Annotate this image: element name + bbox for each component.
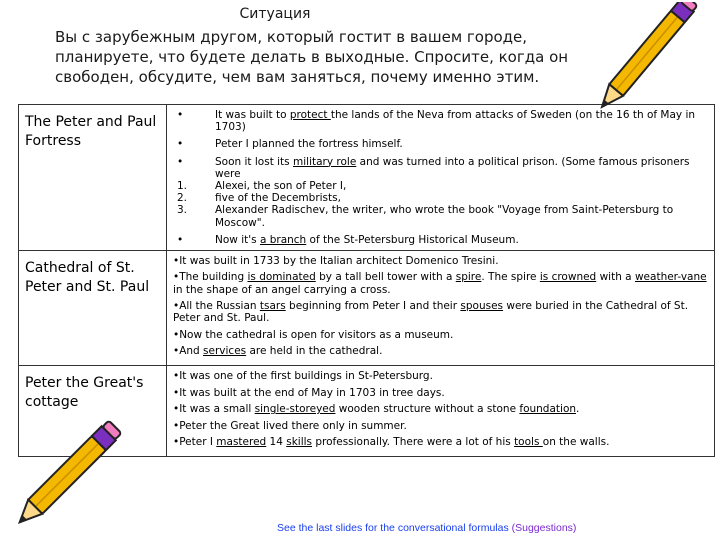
underlined-term: is crowned	[539, 271, 597, 284]
list-item-text	[215, 180, 708, 192]
list-marker: •	[177, 233, 184, 246]
pencil-icon	[560, 2, 710, 132]
list-marker: •	[177, 138, 184, 151]
task-description: Вы с зарубежным другом, который гостит в вашем городе, планируете, что будете делать в выходные. Спросите, когда он свободен, обсудите, чем вам заняться, почему именно этим.	[55, 28, 569, 86]
fact-text: •It was built at the end of May in 1703 in tree days.	[173, 386, 445, 399]
fact-text: •Now the cathedral is open for visitors as a museum.	[173, 328, 454, 341]
list-item	[173, 329, 708, 341]
underlined-term: services	[203, 345, 247, 357]
fact-text: . The spire	[481, 271, 540, 284]
list-item	[173, 370, 708, 382]
fact-text: Alexander Radischev, the writer, who wrote the book "Voyage from Saint-Petersburg to Moscow".	[215, 204, 674, 229]
list-item-text	[215, 138, 708, 150]
fact-text: It was built to	[215, 109, 290, 121]
fact-text: five of the Decembrists,	[215, 192, 341, 205]
fact-text: •And	[173, 345, 204, 357]
place-name: Cathedral of St. Peter and St. Paul	[19, 251, 167, 366]
fact-text: in the shape of an angel carrying a cross.	[173, 283, 391, 296]
facts-list	[173, 255, 708, 357]
list-item	[173, 180, 708, 192]
table-row	[19, 251, 715, 366]
facts-cell	[167, 366, 715, 457]
list-item-text	[215, 234, 708, 246]
fact-text: on the walls.	[542, 435, 610, 448]
suggestions-label: (Suggestions)	[511, 522, 577, 534]
fact-text: .	[576, 403, 580, 416]
list-marker: 3.	[177, 204, 188, 217]
fact-text: •It was built in 1733 by the Italian architect Domenico Tresini.	[173, 255, 499, 268]
list-item	[173, 403, 708, 415]
list-item-text	[215, 204, 708, 228]
list-item	[173, 255, 708, 267]
underlined-term: protect	[289, 109, 331, 121]
underlined-term: spire	[455, 271, 482, 284]
facts-list	[173, 370, 708, 448]
list-item	[173, 192, 708, 204]
pencil-icon	[0, 400, 150, 540]
underlined-term: a branch	[259, 233, 307, 246]
facts-cell	[167, 251, 715, 366]
underlined-term: mastered	[216, 435, 267, 448]
list-item	[173, 138, 708, 150]
list-item	[173, 387, 708, 399]
underlined-term: is dominated	[247, 271, 316, 284]
fact-text: Alexei, the son of Peter I,	[215, 180, 347, 193]
fact-text: wooden structure without a stone	[335, 403, 520, 416]
list-item	[173, 345, 708, 357]
list-item	[173, 420, 708, 432]
fact-text: beginning from Peter I and their	[285, 300, 461, 313]
underlined-term: military role	[293, 155, 357, 168]
fact-text: 14	[266, 435, 287, 448]
fact-text: Peter I planned the fortress himself.	[215, 138, 403, 151]
underlined-term: skills	[286, 435, 313, 448]
list-marker: 2.	[177, 192, 188, 205]
underlined-term: spouses	[460, 300, 504, 313]
list-marker: •	[177, 109, 184, 121]
list-item	[173, 436, 708, 448]
fact-text: •Peter I	[173, 435, 217, 448]
fact-text: with a	[596, 271, 635, 284]
fact-text: •It was one of the first buildings in St-Petersburg.	[173, 370, 433, 383]
list-item	[173, 271, 708, 295]
fact-text: •It was a small	[173, 403, 255, 416]
suggestions-link[interactable]	[277, 522, 576, 534]
footer-text: See the last slides for the conversational formulas	[277, 522, 509, 534]
underlined-term: weather-vane	[634, 271, 707, 284]
list-item	[173, 204, 708, 228]
place-name: Peter the Great's cottage	[19, 366, 167, 457]
list-item	[173, 156, 708, 180]
fact-text: •The building	[173, 271, 248, 284]
fact-text: Soon it lost its	[215, 155, 293, 168]
fact-text: the lands of the Neva from attacks of Sweden (on the 16 th of May in 1703)	[215, 109, 696, 134]
underlined-term: single-storeyed	[254, 403, 336, 416]
place-name: The Peter and Paul Fortress	[19, 105, 167, 251]
fact-text: professionally. There were a lot of his	[312, 435, 515, 448]
list-item-text	[215, 156, 708, 180]
fact-text: of the St-Petersburg Historical Museum.	[306, 233, 519, 246]
list-item	[173, 234, 708, 246]
slide-title: Ситуация	[239, 6, 311, 22]
underlined-term: tsars	[259, 300, 286, 313]
fact-text: were buried in the Cathedral of St. Peter and St. Paul.	[173, 300, 689, 325]
underlined-term: tools	[514, 435, 543, 448]
fact-text: Now it's	[215, 233, 260, 246]
fact-text: •All the Russian	[173, 300, 260, 313]
fact-text: are held in the cathedral.	[246, 345, 383, 357]
list-item	[173, 300, 708, 324]
list-item-text	[215, 192, 708, 204]
list-marker: •	[177, 155, 184, 168]
underlined-term: foundation	[519, 403, 577, 416]
fact-text: and was turned into a political prison. (Some famous prisoners were	[215, 155, 690, 180]
list-marker: 1.	[177, 180, 188, 193]
fact-text: •Peter the Great lived there only in summer.	[173, 419, 407, 432]
fact-text: by a tall bell tower with a	[315, 271, 456, 284]
